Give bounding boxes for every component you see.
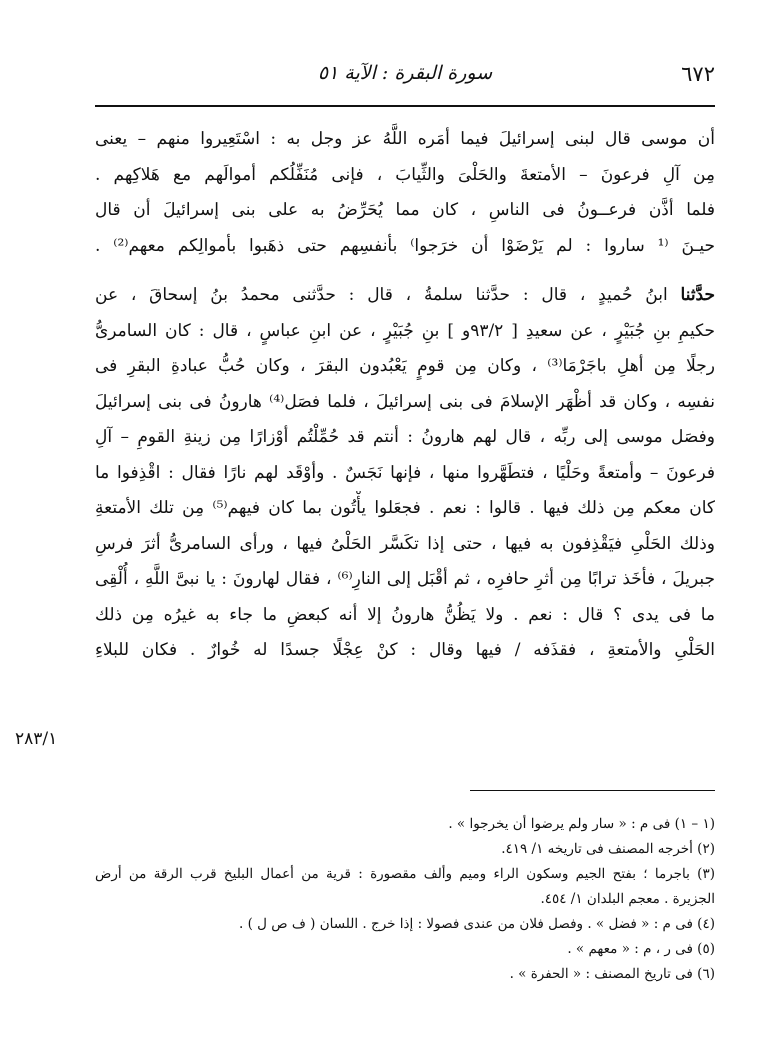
text-line: جبريلَ ، فأخَذ ترابًا مِن أثرِ حافرِه ، ثم أقْبَل إلى النارِ⁽⁶⁾ ، فقال لهارونَ : يا نبىَّ اللَّهِ ، أُلْقِى [95,569,715,589]
text-line: ما فى يدى ؟ قال : نعم . ولا يَظُنُّ هارونُ إلا أنه كبعضِ ما جاء به غيرُه مِن ذلك [95,604,715,625]
text-line [95,278,715,314]
footnote-divider [470,790,715,791]
text-line: أن موسى قال لبنى إسرائيلَ فيما أمَره اللَّهُ عز وجل به : اسْتَعِيروا منهم – يعنى [95,129,715,149]
text-line: مِن آلِ فرعونَ – الأمتعةَ والحَلْىَ والثِّيابَ ، فإنى مُنَفِّلُكم أموالَهم مع هَلاكِهم . [95,164,715,185]
footnotes [95,812,715,987]
page-header [95,58,715,94]
paragraph-gap [95,264,715,278]
text-segment: ابنُ حُميدٍ ، قال : حدَّثنا سلمةُ ، قال : حدَّثنى محمدُ بنُ إسحاقَ ، عن [95,285,681,305]
page-number: ٦٧٢ [681,62,715,86]
text-line: فلما أذَّن فرعــونُ فى الناسِ ، كان مما يُحَرِّضُ به على بنى إسرائيلَ أن قال [95,200,715,220]
text-line: وذلك الحَلْىِ فيَقْذِفون به فيها ، حتى إذا تكَسَّر الحَلْىُ فيها ، ورأى السامرىُّ أثرَ فرسِ [95,533,715,554]
footnote: (٢) أخرجه المصنف فى تاريخه ١/ ٤١٩. [501,841,715,857]
text-line: الحَلْىِ والأمتعةِ ، فقذَفه / فيها وقال : كنْ عِجْلًا جسدًا له خُوارٌ . فكان للبلاءِ [95,640,715,660]
footnote: (٦) فى تاريخ المصنف : « الحفرة » . [509,966,715,982]
running-title: سورة البقرة : الآية ٥١ [317,62,493,84]
text-line: كان معكم مِن ذلك فيها . قالوا : نعم . فجعَلوا يأْتُون بما كان فيهم⁽⁵⁾ مِن تلك الأمتعةِ [95,498,715,518]
margin-reference: ٢٨٣/١ [15,729,58,749]
header-divider [95,105,715,107]
text-line: رجلًا مِن أهلِ باجَرْمَا⁽³⁾ ، وكان مِن قومٍ يَعْبُدون البقرَ ، وكان حُبُّ عبادةِ البقرِ فى [95,356,715,376]
text-line: فرعونَ – وأمتعةً وحَلْيًا ، فتطَهَّروا منها ، فإنها نَجَسٌ . وأوْقَد لهم نارًا فقال : اقْذِفوا ما [95,462,715,483]
text-line: نفسِه ، وكان قد أظْهَر الإسلامَ فى بنى إسرائيلَ ، فلما فصَل⁽⁴⁾ هارونُ فى بنى إسرائيلَ [95,391,715,412]
footnote: (٣) باجرما ؛ بفتح الجيم وسكون الراء وميم وألف مقصورة : قرية من أعمال البليخ قرب الرقة من أرض [95,866,715,882]
footnote: (٤) فى م : « فضل » . وفصل فلان من عندى فصولا : إذا خرج . اللسان ( ف ص ل ) . [239,916,715,932]
main-text [95,122,715,669]
footnote: (٥) فى ر ، م : « معهم » . [567,941,715,957]
text-line: حيـنَ ⁽¹ ساروا : لم يَرْضَوْا أن خرَجوا⁾ بأنفسِهم حتى ذهَبوا بأموالِكم معهم⁽²⁾ . [95,235,715,256]
footnote: (١ – ١) فى م : « سار ولم يرضوا أن يخرجوا » . [448,816,715,832]
text-line: حكيمِ بنِ جُبَيْرٍ ، عن سعيدِ [ ٩٣/٢و ] بنِ جُبَيْرٍ ، عن ابنِ عباسٍ ، قال : كان السامرىُّ [95,320,715,341]
text-line: وفصَل موسى إلى ربِّه ، قال لهم هارونُ : أنتم قد حُمِّلْتُم أوْزارًا مِن زينةِ القومِ – آلِ [95,427,715,447]
hadith-lead: حدَّثنا [680,285,715,305]
footnote-continuation: الجزيرة . معجم البلدان ١/ ٤٥٤. [540,891,715,907]
